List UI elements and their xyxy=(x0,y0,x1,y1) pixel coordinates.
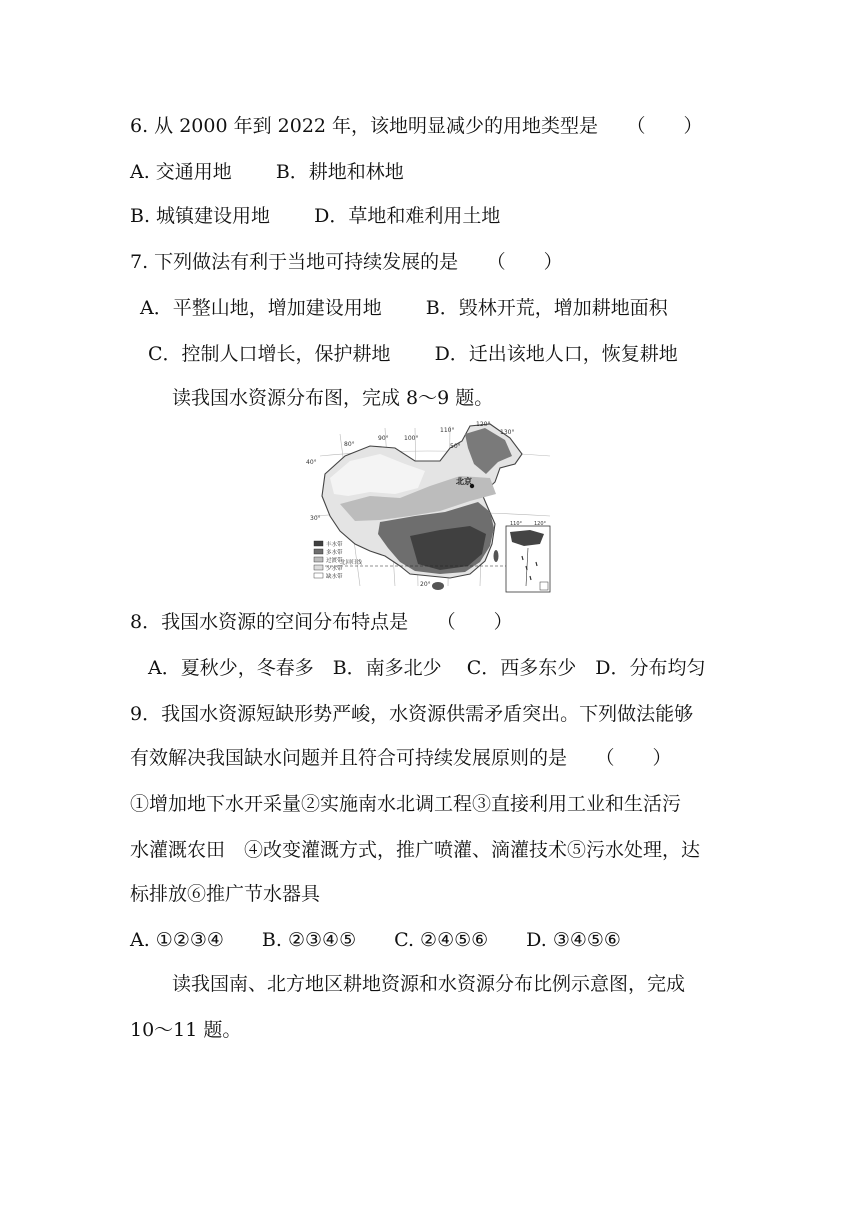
intro-8-9: 读我国水资源分布图，完成 8～9 题。 xyxy=(172,387,494,409)
q9-items-line1: ①增加地下水开采量②实施南水北调工程③直接利用工业和生活污 xyxy=(130,793,682,815)
q6-options-cd: B. 城镇建设用地 D．草地和难利用土地 xyxy=(130,205,501,227)
q9-items-line2: 水灌溉农田 ④改变灌溉方式，推广喷灌、滴灌技术⑤污水处理，达 xyxy=(130,839,701,861)
inset-label: 120° xyxy=(534,521,547,527)
intro-10-11-line2: 10～11 题。 xyxy=(130,1019,242,1041)
map-label: 20° xyxy=(420,581,431,588)
map-label-tropic: 北回归线 xyxy=(340,560,363,566)
legend-label: 少水带 xyxy=(326,566,343,572)
map-label: 50° xyxy=(450,443,461,450)
q8-options: A．夏秋少，冬春多 B．南多北少 C．西多东少 D．分布均匀 xyxy=(148,657,706,679)
map-label: 130° xyxy=(500,429,515,436)
map-label: 100° xyxy=(404,435,419,442)
map-label: 120° xyxy=(476,421,491,428)
q6-stem: 6. 从 2000 年到 2022 年，该地明显减少的用地类型是 （ ） xyxy=(130,115,703,137)
q9-items-line3: 标排放⑥推广节水器具 xyxy=(130,883,321,905)
map-label: 40° xyxy=(306,459,317,466)
legend-label: 丰水带 xyxy=(326,542,343,548)
map-label: 90° xyxy=(378,435,389,442)
q9-options: A. ①②③④ B. ②③④⑤ C. ②④⑤⑥ D. ③④⑤⑥ xyxy=(130,929,621,951)
intro-10-11-line1: 读我国南、北方地区耕地资源和水资源分布比例示意图，完成 xyxy=(172,973,686,995)
q7-options-ab: A．平整山地，增加建设用地 B．毁林开荒，增加耕地面积 xyxy=(140,297,668,319)
q6-options-ab: A. 交通用地 B．耕地和林地 xyxy=(130,161,404,183)
map-label-beijing: 北京 xyxy=(456,477,472,486)
legend-label: 缺水带 xyxy=(326,574,343,580)
china-water-resources-map xyxy=(300,416,554,596)
map-label: 110° xyxy=(440,427,455,434)
map-legend xyxy=(314,540,343,580)
legend-label: 过渡带 xyxy=(326,558,343,564)
q8-stem: 8．我国水资源的空间分布特点是 （ ） xyxy=(130,611,513,633)
inset-label: 110° xyxy=(510,521,523,527)
map-label: 30° xyxy=(310,515,321,522)
q9-stem-line1: 9．我国水资源短缺形势严峻，水资源供需矛盾突出。下列做法能够 xyxy=(130,703,694,725)
q7-stem: 7. 下列做法有利于当地可持续发展的是 （ ） xyxy=(130,251,563,273)
south-china-sea-inset xyxy=(506,521,550,592)
legend-label: 多水带 xyxy=(326,550,343,556)
q9-stem-line2: 有效解决我国缺水问题并且符合可持续发展原则的是 （ ） xyxy=(130,747,672,769)
q7-options-cd: C．控制人口增长，保护耕地 D．迁出该地人口，恢复耕地 xyxy=(148,343,678,365)
map-label: 80° xyxy=(344,441,355,448)
